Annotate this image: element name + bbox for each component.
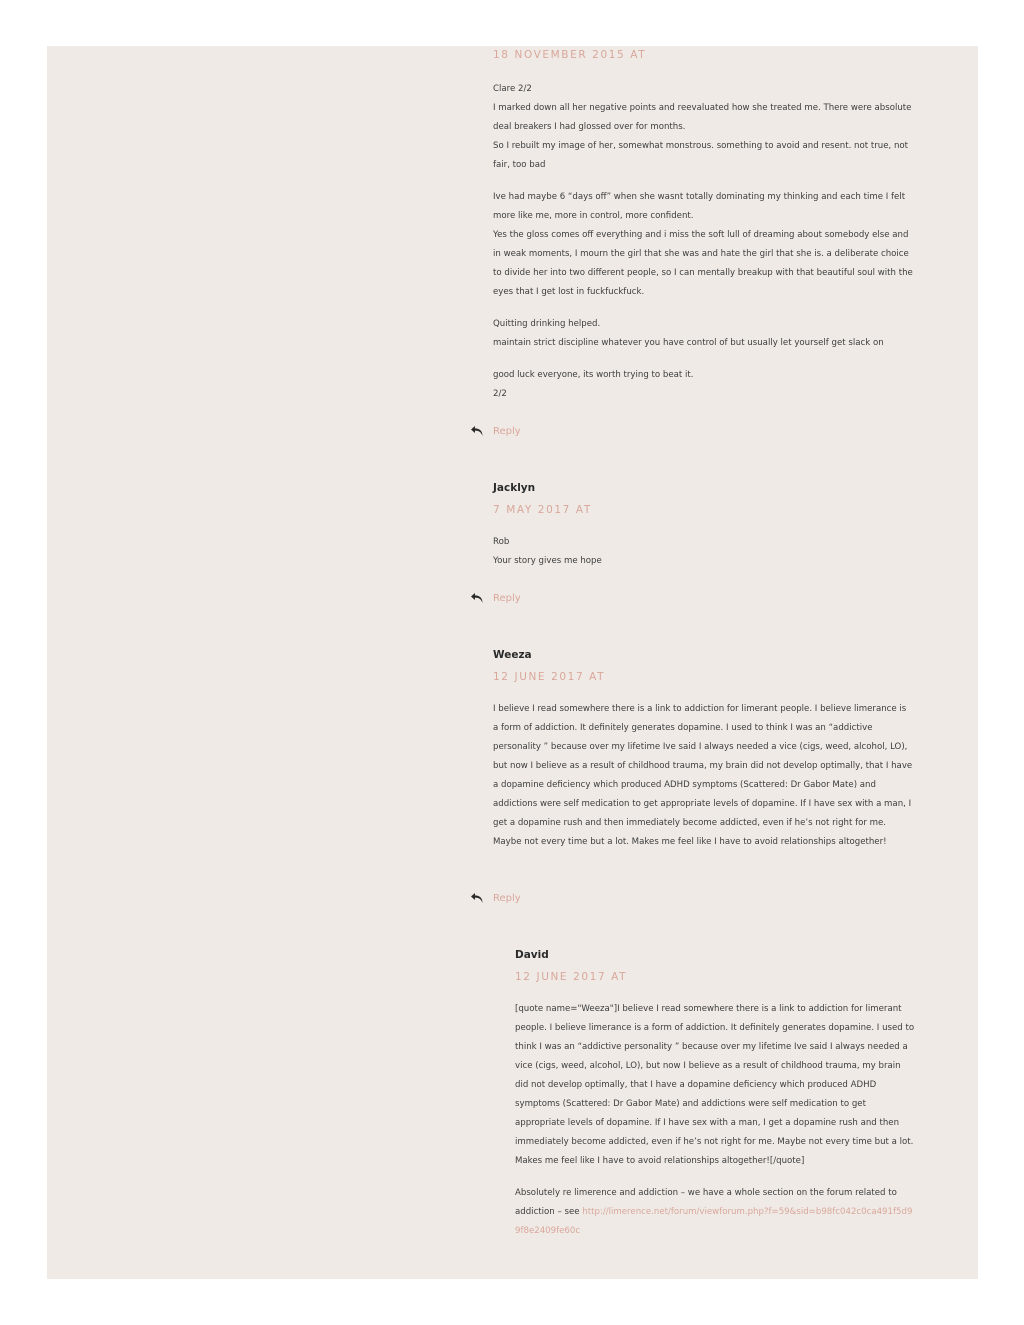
comment-date: 7 MAY 2017 AT (493, 504, 592, 516)
comment-david (515, 948, 915, 1241)
reply-arrow-icon (470, 592, 484, 604)
comment-jacklyn (493, 481, 913, 571)
comment-author: David (515, 949, 549, 961)
reply-button[interactable] (470, 589, 521, 607)
comment-paragraph (493, 80, 913, 175)
reply-label[interactable]: Reply (493, 892, 521, 904)
comment-body (493, 700, 913, 852)
comment-author: Weeza (493, 649, 532, 661)
comment-author: Jacklyn (493, 482, 536, 494)
comment-line: maintain strict discipline whatever you have control of but usually let yourself get slack on (493, 338, 884, 348)
comment-paragraph (493, 366, 913, 404)
reply-arrow-icon (470, 892, 484, 904)
comment-line: 2/2 (493, 389, 507, 399)
comment-paragraph (493, 315, 913, 353)
comment-paragraph: I believe I read somewhere there is a link to addiction for limerant people. I believe limerance is a form of addiction. It definitely generates dopamine. I used to think I was an “addictive personality ” because over my lifetime Ive said I always needed a vice (cigs, weed, alcohol, LO), but now I believe as a result of childhood trauma, my brain did not develop optimally, that I have a dopamine deficiency which produced ADHD symptoms (Scattered: Dr Gabor Mate) and addictions were self medication to get appropriate levels of dopamine. If I have sex with a man, I get a dopamine rush and then immediately become addicted, even if he’s not right for me. Maybe not every time but a lot. Makes me feel like I have to avoid relationships altogether! (493, 704, 913, 847)
reply-button[interactable] (470, 889, 521, 907)
comment-text: Absolutely re limerence and addiction – we have a whole section on the forum related to addiction – see (515, 1188, 897, 1217)
comment-body (493, 80, 913, 404)
comment-line: Clare 2/2 (493, 84, 532, 94)
reply-arrow-icon (470, 425, 484, 437)
reply-label[interactable]: Reply (493, 425, 521, 437)
forum-link[interactable]: http://limerence.net/forum/viewforum.php?f=59&sid=b98fc042c0ca491f5d99f8e2409fe60c (515, 1207, 913, 1236)
reply-button[interactable] (470, 422, 521, 440)
comment-body (515, 1000, 915, 1241)
comment-date: 12 JUNE 2017 AT (493, 671, 606, 683)
comment-paragraph: [quote name="Weeza"]I believe I read somewhere there is a link to addiction for limerant people. I believe limerance is a form of addiction. It definitely generates dopamine. I used to think I was an “addictive personality ” because over my lifetime Ive said I always needed a vice (cigs, weed, alcohol, LO), but now I believe as a result of childhood trauma, my brain did not develop optimally, that I have a dopamine deficiency which produced ADHD symptoms (Scattered: Dr Gabor Mate) and addictions were self medication to get appropriate levels of dopamine. If I have sex with a man, I get a dopamine rush and then immediately become addicted, even if he’s not right for me. Maybe not every time but a lot. Makes me feel like I have to avoid relationships altogether![/quote] (515, 1004, 915, 1166)
comment-body (493, 533, 913, 571)
comment-line: Your story gives me hope (493, 556, 602, 566)
comment-line: Ive had maybe 6 “days off” when she wasnt totally dominating my thinking and each time I felt more like me, more in control, more confident. (493, 192, 906, 221)
comment-line: Yes the gloss comes off everything and i miss the soft lull of dreaming about somebody else and in weak moments, I mourn the girl that she was and hate the girl that she is. a deliberate choice to divide her into two different people, so I can mentally breakup with that beautiful soul with the eyes that I get lost in fuckfuckfuck. (493, 230, 913, 297)
comment-paragraph (493, 533, 913, 571)
comment-line: good luck everyone, its worth trying to beat it. (493, 370, 694, 380)
comment-paragraph (493, 188, 913, 302)
comment-clare (493, 48, 913, 404)
comment-line: Rob (493, 537, 510, 547)
comments-panel (47, 46, 978, 1279)
comment-paragraph (515, 1184, 915, 1241)
reply-label[interactable]: Reply (493, 592, 521, 604)
comment-line: So I rebuilt my image of her, somewhat monstrous. something to avoid and resent. not true, not fair, too bad (493, 141, 909, 170)
comment-date: 18 NOVEMBER 2015 AT (493, 49, 647, 61)
comment-date: 12 JUNE 2017 AT (515, 971, 628, 983)
comment-weeza (493, 648, 913, 852)
comment-line: Quitting drinking helped. (493, 319, 601, 329)
comment-line: I marked down all her negative points and reevaluated how she treated me. There were absolute deal breakers I had glossed over for months. (493, 103, 912, 132)
